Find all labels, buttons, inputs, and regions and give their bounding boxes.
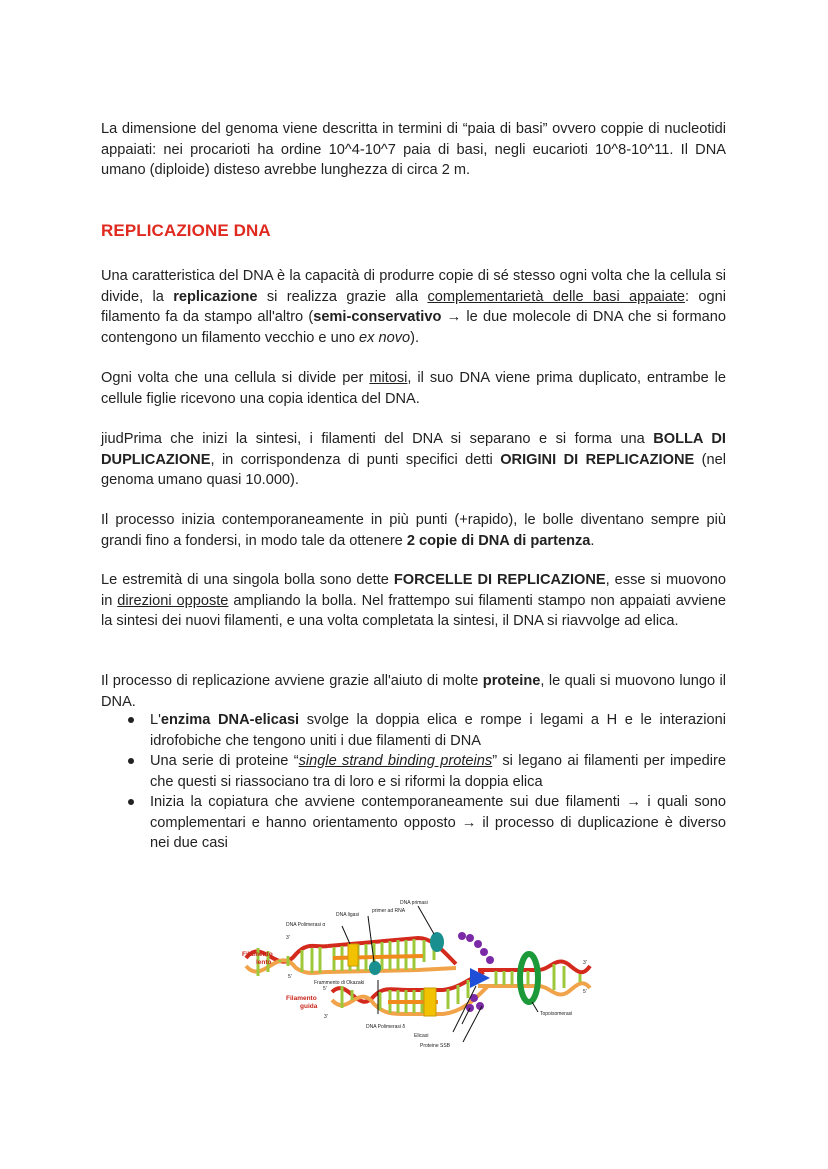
paragraph-mitosis [101, 368, 726, 409]
label-topoisomerasi: Topoisomerasi [540, 1011, 573, 1017]
bold-term: BOLLA DI DUPLICAZIONE [101, 431, 726, 468]
paragraph-text: La dimensione del genoma viene descritta in termini di “paia di basi” ovvero coppie di nucleotidi appaiati: nei procarioti ha ordine 10^4-10^7 paia di basi, negli eucarioti 10^8-10^11. Il DNA umano (diploide) disteso avrebbe lunghezza di circa 2 m. [101, 121, 726, 178]
bold-term: semi-conservativo [313, 309, 442, 325]
text-span: Il processo di replicazione avviene grazie all'aiuto di molte [101, 673, 483, 689]
leader-lines [342, 906, 538, 1042]
text-span: . [590, 532, 595, 549]
bullet-dot [128, 758, 134, 764]
bold-term: FORCELLE DI REPLICAZIONE [393, 572, 606, 588]
italic-term: ex novo [359, 329, 411, 346]
text-span: : ogni filamento fa da stampo all'altro ( [101, 288, 726, 325]
label-dna-primasi: DNA primasi [400, 900, 428, 906]
paragraph-genome-size [101, 119, 726, 181]
text-span: , esse si muovono in [101, 572, 726, 609]
label-3prime-bottom: 3' [324, 1014, 328, 1020]
label-polimerasi-alpha: DNA Polimerasi α [286, 922, 326, 928]
text-span: ). [410, 329, 420, 346]
label-3prime-top: 3' [286, 935, 290, 941]
text-span: L' [150, 712, 161, 728]
paragraph-proteins [101, 671, 726, 712]
text-span: Inizia la copiatura che avviene contemporaneamente sui due filamenti → i quali sono complementari e hanno orientamento opposto → il processo di duplicazione è diverso nei due casi [150, 794, 726, 851]
text-span: Il processo inizia contemporaneamente in più punti (+rapido), le bolle diventano sempre più grandi fino a fondersi, in modo tale da ottenere [101, 512, 726, 549]
text-span: , le quali si muovono lungo il DNA. [101, 673, 726, 710]
underlined-term: direzioni opposte [117, 592, 229, 609]
label-dna-ligasi: DNA ligasi [336, 912, 360, 918]
label-filamento-guida-1: Filamento [286, 995, 317, 1002]
polymerase-alpha [348, 944, 358, 966]
paragraph-replication-bubble [101, 429, 726, 491]
primase-protein [430, 932, 444, 952]
text-span: (nel genoma umano quasi 10.000). [101, 451, 727, 488]
text-span: , il suo DNA viene prima duplicato, entrambe le cellule figlie ricevono una copia identica del DNA. [101, 370, 726, 407]
text-span: Le estremità di una singola bolla sono dette [101, 572, 394, 588]
label-filamento-lento-2: lento [256, 959, 272, 966]
ligase-protein [369, 961, 381, 975]
text-span: ampliando la bolla. Nel frattempo sui filamenti stampo non appaiati avviene la sintesi dei nuovi filamenti, e una volta completata la sintesi, il DNA si riavvolge ad elica. [101, 592, 726, 629]
bold-term: enzima DNA-elicasi [160, 712, 300, 728]
label-polimerasi-delta: DNA Polimerasi δ [366, 1024, 406, 1030]
dna-replication-diagram [238, 896, 593, 1056]
bullet-ssb [101, 751, 726, 792]
bold-term: replicazione [173, 288, 258, 305]
paragraph-replication-forks [101, 570, 726, 632]
protein-bullet-list [101, 710, 726, 854]
text-span: si realizza grazie alla [257, 288, 428, 305]
text-span: → le due molecole di DNA che si formano contengono un filamento vecchio e uno [101, 309, 726, 346]
label-elicasi: Elicasi [414, 1033, 429, 1039]
label-5prime-mid: 5' [323, 986, 327, 992]
polymerase-delta [424, 988, 436, 1016]
label-5prime-top: 5' [288, 974, 292, 980]
bold-term: ORIGINI DI REPLICAZIONE [500, 451, 695, 468]
text-span: svolge la doppia elica e rompe i legami a H e le interazioni idrofobiche che tengono uniti i due filamenti di DNA [150, 712, 726, 749]
text-span: Una serie di proteine “ [150, 753, 299, 769]
text-span: , in corrispondenza di punti specifici detti [210, 451, 501, 468]
bullet-copying [101, 792, 726, 854]
underlined-italic-term: single strand binding proteins [298, 753, 493, 769]
text-span: jiudPrima che inizi la sintesi, i filamenti del DNA si separano e si forma una [101, 431, 654, 447]
underlined-term: mitosi [369, 370, 408, 386]
label-filamento-lento-1: Filamento [242, 951, 273, 958]
section-heading: REPLICAZIONE DNA [101, 221, 271, 240]
bold-term: 2 copie di DNA di partenza [406, 532, 591, 549]
label-3prime-right: 3' [583, 960, 587, 966]
label-5prime-right: 5' [583, 989, 587, 995]
text-span: Ogni volta che una cellula si divide per [101, 370, 370, 386]
bold-term: proteine [482, 673, 541, 689]
text-span: Una caratteristica del DNA è la capacità di produrre copie di sé stesso ogni volta che la cellula si divide, la [101, 268, 726, 305]
label-primer-rna: primer ad RNA [372, 908, 406, 914]
bullet-dot [128, 799, 134, 805]
bullet-helicase [101, 710, 726, 751]
underlined-term: complementarietà delle basi appaiate [427, 288, 686, 305]
label-proteine-ssb: Proteine SSB [420, 1043, 451, 1049]
label-frammento-okazaki: Frammento di Okazaki [314, 980, 365, 986]
paragraph-replication-intro [101, 266, 726, 348]
bullet-dot [128, 717, 134, 723]
text-span: ” si legano ai filamenti per impedire che questi si riassociano tra di loro e si riformi la doppia elica [150, 753, 726, 790]
paragraph-process-start [101, 510, 726, 551]
label-filamento-guida-2: guida [300, 1003, 318, 1010]
